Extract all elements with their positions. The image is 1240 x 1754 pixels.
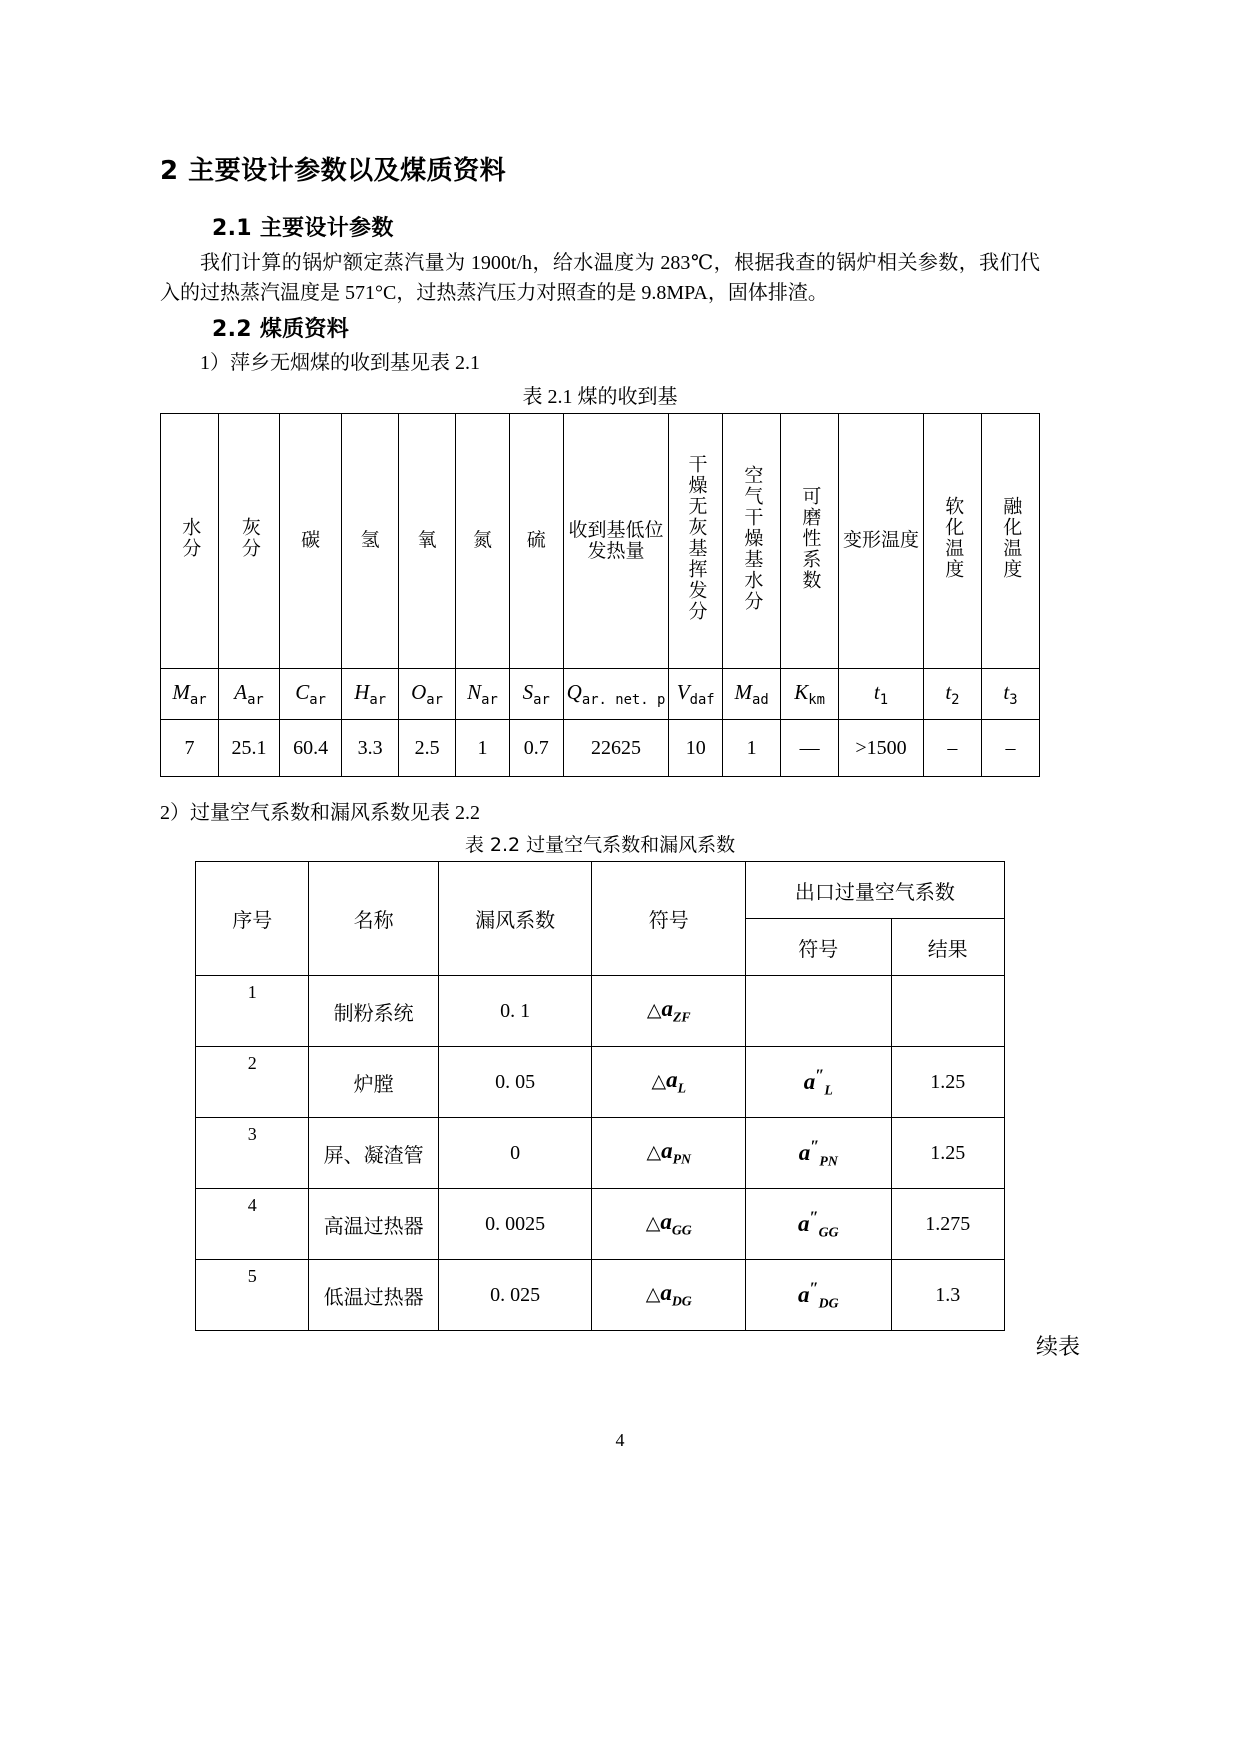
- th-name: 名称: [309, 862, 438, 976]
- sym-melting-temp: [981, 669, 1039, 720]
- th-lower-heating-value: 收到基低位发热量: [563, 414, 669, 669]
- delta-triangle-icon: △: [645, 1213, 661, 1235]
- th-symbol: 符号: [592, 862, 746, 976]
- sym-oxygen: [399, 669, 456, 720]
- cell-name: 制粉系统: [309, 976, 438, 1047]
- sym-sub: 1: [879, 692, 889, 709]
- sym-sub: ar: [309, 692, 326, 709]
- continued-table-label: 续表: [1035, 1335, 1080, 1360]
- cell-outlet-symbol: [746, 1189, 892, 1260]
- table-excess-air-and-leakage: [195, 861, 1005, 1331]
- sym-heating-value: [563, 669, 669, 720]
- symbol-sub: L: [824, 1082, 833, 1098]
- th-hydrogen: 氢: [342, 414, 399, 669]
- cell-result: 1.3: [891, 1260, 1004, 1331]
- section-heading: 2 主要设计参数以及煤质资料: [160, 156, 507, 186]
- th-oxygen: 氧: [399, 414, 456, 669]
- cell-outlet-symbol: [746, 1047, 892, 1118]
- cell-name: 炉膛: [309, 1047, 438, 1118]
- symbol-base: a: [660, 1209, 672, 1235]
- symbol-alpha-outlet: [803, 1065, 833, 1098]
- sym-sub: ar: [189, 692, 207, 709]
- sym-sub: ar: [369, 692, 387, 709]
- th-outlet-excess-air-group: 出口过量空气系数: [746, 862, 1005, 919]
- sym-grindability: [781, 669, 839, 720]
- cell-result: 1.25: [891, 1047, 1004, 1118]
- val-volatile: 10: [669, 720, 723, 777]
- sym-hydrogen: [342, 669, 399, 720]
- val-melting-temp: –: [981, 720, 1039, 777]
- cell-symbol: [592, 1260, 746, 1331]
- sym-base: H: [354, 679, 370, 704]
- th-deformation-temp: 变形温度: [839, 414, 924, 669]
- val-hydrogen: 3.3: [342, 720, 399, 777]
- sym-sub: ar: [247, 692, 264, 709]
- symbol-alpha-outlet: [798, 1278, 839, 1311]
- sym-sub: daf: [689, 692, 715, 709]
- symbol-base: a: [661, 996, 673, 1022]
- table-2-1-data-row: [161, 720, 1040, 777]
- sym-sub: ar. net. p: [581, 692, 666, 709]
- sym-sub: ar: [426, 692, 443, 709]
- th-softening-temp-label: 软化温度: [942, 496, 964, 581]
- sym-sub: ar: [533, 692, 550, 709]
- cell-result: 1.275: [891, 1189, 1004, 1260]
- symbol-base: a: [661, 1138, 673, 1164]
- symbol-base: a: [660, 1280, 672, 1306]
- page-content: [160, 150, 1040, 1331]
- th-melting-temp: [981, 414, 1039, 669]
- sym-moisture: [161, 669, 219, 720]
- sym-carbon: [280, 669, 342, 720]
- val-nitrogen: 1: [456, 720, 510, 777]
- table-row: [196, 1047, 1005, 1118]
- sym-base: M: [734, 679, 752, 704]
- cell-index: 1: [196, 976, 309, 1047]
- list-item-2: 2）过量空气系数和漏风系数见表 2.2: [160, 802, 480, 824]
- th-moisture: [161, 414, 219, 669]
- cell-index: 2: [196, 1047, 309, 1118]
- cell-name: 屏、凝渣管: [309, 1118, 438, 1189]
- th-ash: [218, 414, 279, 669]
- sym-base: S: [522, 679, 534, 704]
- th-nitrogen: 氮: [456, 414, 510, 669]
- th-softening-temp: [923, 414, 981, 669]
- th-sulfur: 硫: [509, 414, 563, 669]
- cell-symbol: [592, 1118, 746, 1189]
- cell-name: 高温过热器: [309, 1189, 438, 1260]
- table-2-2-caption: 表 2.2 过量空气系数和漏风系数: [464, 834, 736, 856]
- val-deformation-temp: >1500: [839, 720, 924, 777]
- symbol-base: a: [666, 1067, 678, 1093]
- val-grindability: —: [781, 720, 839, 777]
- symbol-alpha: [661, 1138, 691, 1167]
- symbol-base: a: [798, 1211, 810, 1237]
- cell-index: 4: [196, 1189, 309, 1260]
- th-grindability-label: 可磨性系数: [799, 485, 821, 591]
- cell-symbol: [592, 1189, 746, 1260]
- cell-leak: 0. 1: [438, 976, 592, 1047]
- sym-base: V: [676, 679, 690, 704]
- cell-leak: 0. 0025: [438, 1189, 592, 1260]
- cell-leak: 0. 05: [438, 1047, 592, 1118]
- subsection-heading-2-1: 2.1 主要设计参数: [212, 216, 394, 241]
- page-number: 4: [615, 1430, 625, 1450]
- cell-outlet-symbol: [746, 1118, 892, 1189]
- sym-volatile: [669, 669, 723, 720]
- delta-triangle-icon: △: [645, 1284, 661, 1306]
- cell-outlet-symbol: [746, 976, 892, 1047]
- cell-result: 1.25: [891, 1118, 1004, 1189]
- symbol-sub: DG: [671, 1293, 692, 1309]
- symbol-sub: ZF: [672, 1009, 691, 1025]
- cell-symbol: [592, 1047, 746, 1118]
- cell-leak: 0. 025: [438, 1260, 592, 1331]
- sym-base: A: [234, 679, 248, 704]
- th-carbon: 碳: [280, 414, 342, 669]
- symbol-alpha: [666, 1067, 686, 1096]
- th-moisture-label: 水分: [179, 517, 201, 560]
- table-row: [196, 976, 1005, 1047]
- table-coal-as-received: [160, 413, 1040, 777]
- delta-triangle-icon: △: [651, 1071, 667, 1093]
- val-oxygen: 2.5: [399, 720, 456, 777]
- val-sulfur: 0.7: [509, 720, 563, 777]
- symbol-sub: GG: [818, 1224, 839, 1240]
- delta-triangle-icon: △: [646, 1000, 662, 1022]
- sym-base: K: [794, 679, 809, 704]
- cell-name: 低温过热器: [309, 1260, 438, 1331]
- cell-index: 3: [196, 1118, 309, 1189]
- sym-sulfur: [509, 669, 563, 720]
- sym-base: C: [295, 679, 310, 704]
- sym-sub: 3: [1009, 692, 1018, 709]
- table-row: [196, 1118, 1005, 1189]
- th-outlet-result: 结果: [891, 919, 1004, 976]
- th-volatile-daf: [669, 414, 723, 669]
- sym-deformation-temp: [839, 669, 924, 720]
- sym-sub: ar: [481, 692, 498, 709]
- cell-leak: 0: [438, 1118, 592, 1189]
- th-air-dried-moisture-label: 空气干燥基水分: [741, 464, 763, 612]
- sym-base: M: [172, 679, 190, 704]
- val-moisture: 7: [161, 720, 219, 777]
- cell-result: [891, 976, 1004, 1047]
- symbol-sub: L: [677, 1080, 686, 1096]
- symbol-alpha: [660, 1280, 692, 1309]
- th-melting-temp-label: 融化温度: [1000, 496, 1022, 581]
- sym-sub: km: [808, 692, 825, 709]
- cell-index: 5: [196, 1260, 309, 1331]
- subsection-heading-2-2: 2.2 煤质资料: [212, 317, 350, 342]
- sym-sub: ad: [752, 692, 769, 709]
- th-ash-label: 灰分: [238, 517, 260, 560]
- val-ash: 25.1: [218, 720, 279, 777]
- th-leak-coefficient: 漏风系数: [438, 862, 592, 976]
- symbol-alpha-outlet: [798, 1207, 839, 1240]
- symbol-prime: ″: [809, 1207, 819, 1227]
- sym-base: Q: [566, 679, 582, 704]
- table-row: [196, 1189, 1005, 1260]
- symbol-sub: PN: [819, 1153, 838, 1169]
- sym-sub: 2: [951, 692, 960, 709]
- symbol-base: a: [803, 1069, 816, 1095]
- symbol-prime: ″: [809, 1278, 819, 1298]
- sym-base: t: [873, 679, 880, 704]
- sym-base: t: [945, 679, 952, 704]
- val-air-dried-moisture: 1: [723, 720, 781, 777]
- sym-air-dried-moisture: [723, 669, 781, 720]
- th-air-dried-moisture: [723, 414, 781, 669]
- val-carbon: 60.4: [280, 720, 342, 777]
- sym-base: t: [1003, 679, 1010, 704]
- val-softening-temp: –: [923, 720, 981, 777]
- sym-nitrogen: [456, 669, 510, 720]
- sym-ash: [218, 669, 279, 720]
- symbol-prime: ″: [815, 1065, 825, 1085]
- symbol-base: a: [798, 1140, 811, 1166]
- val-heating-value: 22625: [563, 720, 669, 777]
- symbol-sub: GG: [671, 1222, 692, 1238]
- th-index: 序号: [196, 862, 309, 976]
- sym-base: O: [411, 679, 427, 704]
- table-2-2-header-row-1: [196, 862, 1005, 919]
- th-volatile-daf-label: 干燥无灰基挥发分: [685, 454, 707, 623]
- symbol-alpha: [661, 996, 691, 1025]
- symbol-base: a: [798, 1282, 810, 1308]
- design-parameters-paragraph: 我们计算的锅炉额定蒸汽量为 1900t/h，给水温度为 283℃，根据我查的锅炉相关参数，我们代入的过热蒸汽温度是 571°C，过热蒸汽压力对照查的是 9.8MPA，固体排渣。: [160, 252, 1040, 304]
- table-2-1-symbol-row: [161, 669, 1040, 720]
- symbol-sub: DG: [818, 1295, 839, 1311]
- cell-symbol: [592, 976, 746, 1047]
- delta-triangle-icon: △: [646, 1142, 662, 1164]
- symbol-alpha: [660, 1209, 692, 1238]
- table-2-1-header-row: [161, 414, 1040, 669]
- sym-softening-temp: [923, 669, 981, 720]
- list-item-1: 1）萍乡无烟煤的收到基见表 2.1: [200, 352, 480, 374]
- cell-outlet-symbol: [746, 1260, 892, 1331]
- symbol-alpha-outlet: [798, 1136, 838, 1169]
- symbol-prime: ″: [810, 1136, 820, 1156]
- th-outlet-symbol: 符号: [746, 919, 892, 976]
- sym-base: N: [467, 679, 482, 704]
- th-grindability: [781, 414, 839, 669]
- table-row: [196, 1260, 1005, 1331]
- symbol-sub: PN: [672, 1151, 691, 1167]
- table-2-1-caption: 表 2.1 煤的收到基: [522, 386, 678, 408]
